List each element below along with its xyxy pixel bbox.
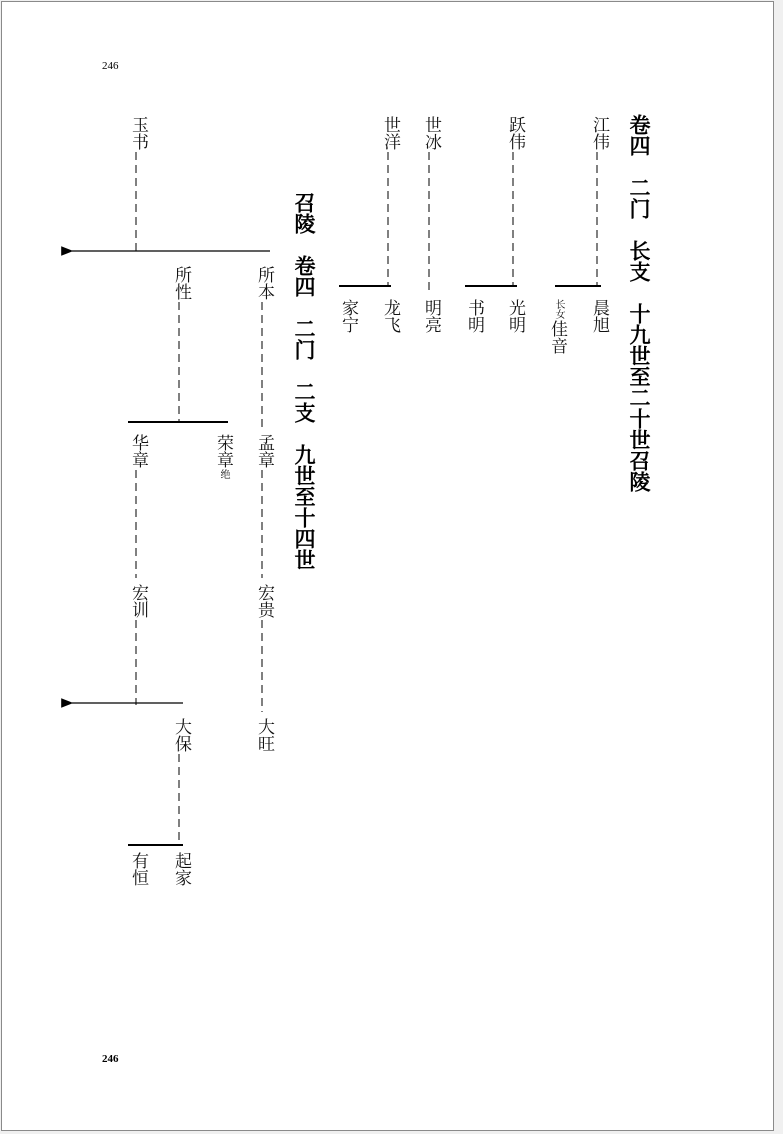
name-rongzhang: 荣章 bbox=[213, 434, 233, 468]
name-youheng: 有恒 bbox=[128, 852, 148, 886]
name-mengzhang: 孟章 bbox=[254, 434, 274, 468]
name-suoben: 所本 bbox=[254, 266, 274, 300]
name-shibing: 世冰 bbox=[421, 116, 441, 150]
name-yushu: 玉书 bbox=[128, 116, 148, 150]
name-longfei: 龙飞 bbox=[380, 299, 400, 333]
page-number-bottom: 246 bbox=[102, 1053, 119, 1065]
name-dabao: 大保 bbox=[171, 718, 191, 752]
name-mingliang: 明亮 bbox=[421, 299, 441, 333]
name-chenxu: 晨旭 bbox=[589, 299, 609, 333]
name-jiayin: 佳音 bbox=[547, 320, 567, 354]
name-huazhang: 华章 bbox=[128, 434, 148, 468]
section-title-1: 卷四 二门 长支 十九世至二十世召陵 bbox=[627, 114, 652, 492]
name-suoxing: 所性 bbox=[171, 266, 191, 300]
name-jiangwei: 江伟 bbox=[589, 116, 609, 150]
name-jianing: 家宁 bbox=[338, 299, 358, 333]
name-guangming: 光明 bbox=[505, 299, 525, 333]
page-number-top: 246 bbox=[102, 60, 119, 72]
name-shiyang: 世洋 bbox=[380, 116, 400, 150]
name-shuming: 书明 bbox=[464, 299, 484, 333]
name-dawang: 大旺 bbox=[254, 718, 274, 752]
section-title-2: 召陵 卷四 二门 二支 九世至十四世 bbox=[292, 192, 317, 570]
name-yuewei: 跃伟 bbox=[505, 116, 525, 150]
note-extinct: 绝 bbox=[218, 469, 229, 479]
name-honggui: 宏贵 bbox=[254, 584, 274, 618]
name-qijia: 起家 bbox=[171, 852, 191, 886]
note-eldest-daughter: 长女 bbox=[553, 299, 564, 319]
name-hongxun: 宏训 bbox=[128, 584, 148, 618]
